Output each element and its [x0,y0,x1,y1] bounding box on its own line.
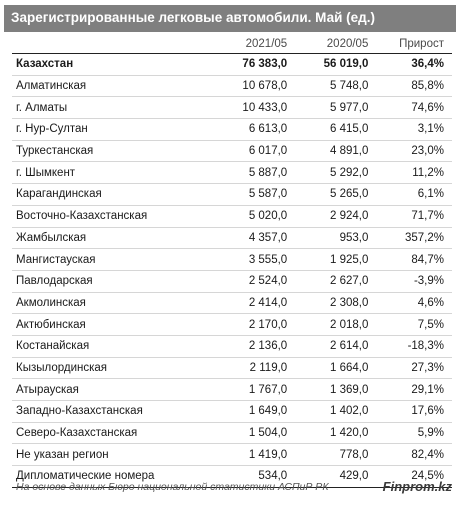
table-row [12,444,452,466]
value-2021-cell: 5 887,0 [248,166,288,179]
value-2021-cell: 4 357,0 [248,231,288,244]
table-row [12,314,452,336]
value-2021-cell: 5 020,0 [248,210,288,223]
value-2020-cell: 953,0 [339,231,369,244]
value-2020-cell: 5 748,0 [329,80,369,93]
column-header-2020: 2020/05 [326,38,369,50]
value-2021-cell: 2 170,0 [248,318,288,331]
table-body [12,54,452,488]
value-2021-cell: 2 119,0 [249,361,288,374]
value-2021-cell: 5 587,0 [248,188,288,201]
value-2021-cell: 10 678,0 [242,80,288,93]
region-cell: Актюбинская [16,318,86,331]
value-2020-cell: 429,0 [339,470,369,483]
growth-cell: 29,1% [411,383,444,396]
region-cell: Алматинская [16,80,87,93]
value-2021-cell: 2 414,0 [248,296,288,309]
growth-cell: 4,6% [417,296,444,309]
growth-cell: -18,3% [407,340,444,353]
table-row [12,140,452,162]
column-header-2021: 2021/05 [245,38,288,50]
growth-cell: 36,4% [411,58,444,71]
region-cell: г. Нур-Султан [16,123,88,136]
region-cell: г. Алматы [16,101,68,114]
value-2021-cell: 1 504,0 [248,427,288,440]
value-2020-cell: 6 415,0 [329,123,369,136]
region-cell: Костанайская [16,340,90,353]
value-2020-cell: 5 292,0 [329,166,369,179]
value-2021-cell: 10 433,0 [242,101,288,114]
growth-cell: 357,2% [404,231,444,244]
growth-cell: 24,5% [411,470,444,483]
value-2020-cell: 1 664,0 [329,361,369,374]
value-2021-cell: 1 767,0 [248,383,288,396]
value-2020-cell: 2 614,0 [329,340,369,353]
growth-cell: 17,6% [411,405,444,418]
value-2020-cell: 1 402,0 [329,405,369,418]
brand-logo-text: Finprom.kz [382,479,452,494]
region-cell: Туркестанская [16,145,94,158]
footer [12,478,452,498]
table-row [12,75,452,97]
region-cell: Атырауская [16,383,79,396]
table-row [12,97,452,119]
region-cell: Дипломатические номера [16,470,155,483]
region-cell: Кызылординская [16,361,108,374]
growth-cell: 6,1% [417,188,444,201]
table-row [12,205,452,227]
table-row [12,162,452,184]
table-row [12,227,452,249]
growth-cell: 7,5% [417,318,444,331]
value-2020-cell: 778,0 [339,448,369,461]
region-cell: Казахстан [16,58,74,71]
table-row [12,335,452,357]
value-2020-cell: 2 924,0 [329,210,369,223]
value-2020-cell: 2 627,0 [329,275,369,288]
region-cell: Карагандинская [16,188,102,201]
table-row [12,422,452,444]
region-cell: Акмолинская [16,296,86,309]
table-row [12,119,452,141]
source-note: На основе данных Бюро национальной статистики АСПиР РК [16,481,329,493]
region-cell: Западно-Казахстанская [16,405,143,418]
value-2020-cell: 2 308,0 [329,296,369,309]
column-header-row [12,35,452,54]
region-cell: Мангистауская [16,253,96,266]
value-2020-cell: 4 891,0 [329,145,369,158]
value-2020-cell: 5 265,0 [329,188,369,201]
table-row [12,184,452,206]
value-2020-cell: 1 420,0 [329,427,369,440]
table-row [12,54,452,76]
growth-cell: 82,4% [411,448,444,461]
value-2021-cell: 1 419,0 [248,448,288,461]
value-2021-cell: 6 017,0 [248,145,288,158]
region-cell: Павлодарская [16,275,93,288]
value-2020-cell: 1 925,0 [329,253,369,266]
growth-cell: 5,9% [417,427,444,440]
value-2021-cell: 6 613,0 [248,123,288,136]
growth-cell: 11,2% [412,166,444,179]
table-row [12,292,452,314]
growth-cell: 27,3% [411,361,444,374]
table-row [12,357,452,379]
region-cell: Жамбылская [16,231,87,244]
value-2020-cell: 1 369,0 [329,383,369,396]
table-header-bar [4,5,456,32]
region-cell: Восточно-Казахстанская [16,210,148,223]
data-table [12,35,452,488]
growth-cell: 23,0% [411,145,444,158]
value-2021-cell: 76 383,0 [242,58,288,71]
growth-cell: 71,7% [411,210,444,223]
value-2021-cell: 2 136,0 [248,340,288,353]
region-cell: Северо-Казахстанская [16,427,138,440]
growth-cell: 3,1% [417,123,444,136]
value-2021-cell: 2 524,0 [248,275,288,288]
value-2020-cell: 2 018,0 [329,318,369,331]
column-header-region [12,35,191,54]
table-row [12,379,452,401]
table-title: Зарегистрированные легковые автомобили. Май (ед.) [11,10,375,25]
table-row [12,249,452,271]
value-2021-cell: 3 555,0 [248,253,288,266]
value-2020-cell: 5 977,0 [329,101,369,114]
growth-cell: 84,7% [411,253,444,266]
growth-cell: 85,8% [411,80,444,93]
growth-cell: -3,9% [413,275,444,288]
value-2021-cell: 534,0 [258,470,288,483]
column-header-growth: Прирост [399,38,444,50]
value-2021-cell: 1 649,0 [248,405,288,418]
table-row [12,270,452,292]
region-cell: г. Шымкент [16,166,76,179]
region-cell: Не указан регион [16,448,109,461]
growth-cell: 74,6% [411,101,444,114]
value-2020-cell: 56 019,0 [323,58,369,71]
table-row [12,401,452,423]
